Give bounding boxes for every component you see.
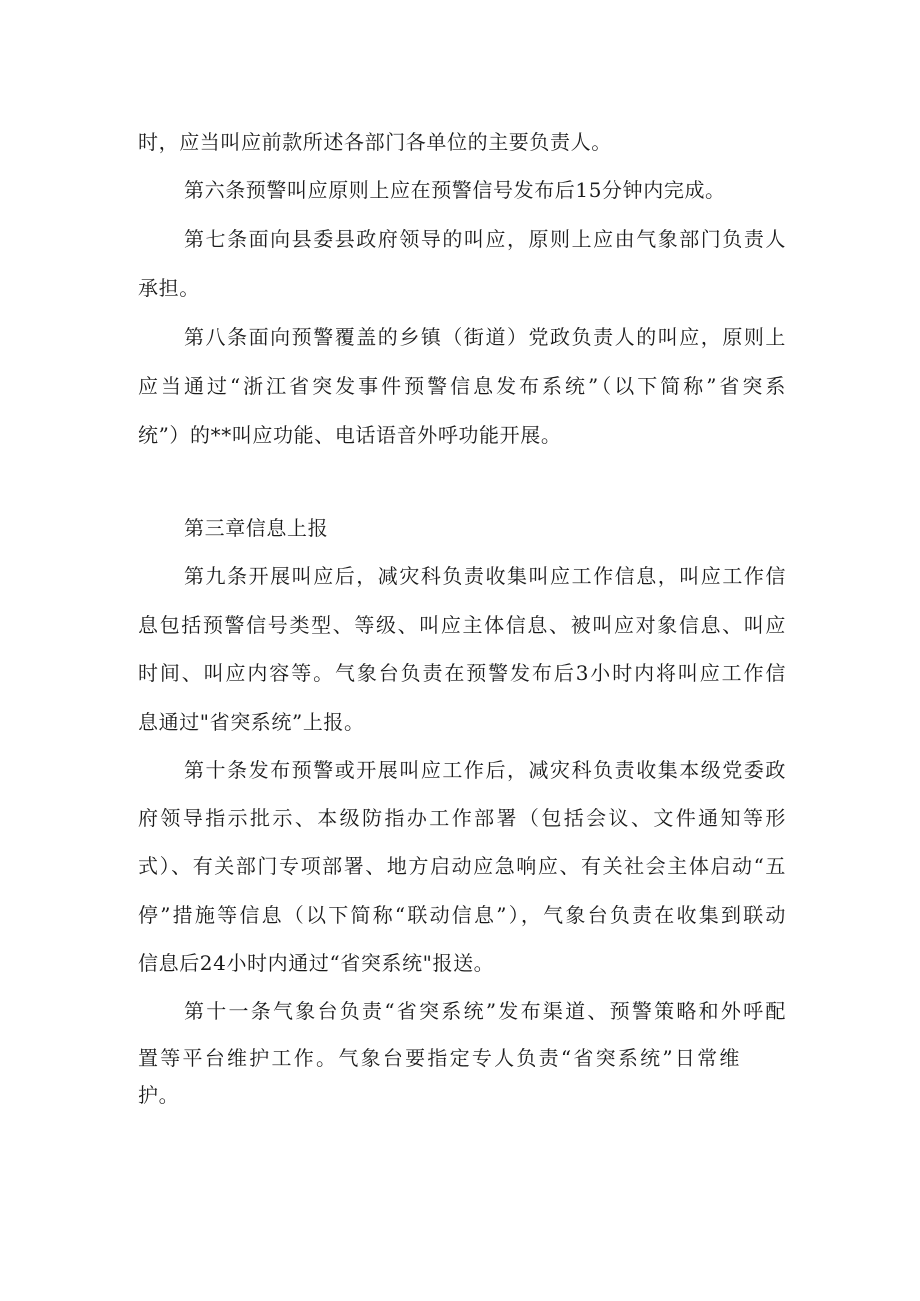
chapter-heading: 第三章信息上报 (184, 516, 329, 540)
text-line-19: 置等平台维护工作。气象台要指定专人负责“省突系统”日常维 (138, 1046, 740, 1070)
text-line-6: 应当通过“浙江省突发事件预警信息发布系统”（以下简称”省突系 (138, 374, 786, 398)
text-line-10: 息包括预警信号类型、等级、叫应主体信息、被叫应对象信息、叫应 (138, 613, 786, 637)
text-line-1: 时，应当叫应前款所述各部门各单位的主要负责人。 (138, 130, 612, 154)
text-line-12: 息通过"省突系统”上报。 (138, 710, 365, 734)
text-line-18: 第十一条气象台负责“省突系统”发布渠道、预警策略和外呼配 (184, 999, 786, 1023)
text-line-14: 府领导指示批示、本级防指办工作部署（包括会议、文件通知等形 (138, 806, 786, 830)
text-line-3: 第七条面向县委县政府领导的叫应，原则上应由气象部门负责人 (184, 227, 786, 251)
text-line-2: 第六条预警叫应原则上应在预警信号发布后15分钟内完成。 (184, 178, 726, 202)
text-line-5: 第八条面向预警覆盖的乡镇（街道）党政负责人的叫应，原则上 (184, 325, 786, 349)
text-line-9: 第九条开展叫应后，减灾科负责收集叫应工作信息，叫应工作信 (184, 564, 786, 588)
text-line-20: 护。 (138, 1083, 180, 1107)
text-line-16: 停”措施等信息（以下简称“联动信息”），气象台负责在收集到联动 (138, 903, 786, 927)
text-line-17: 信息后24小时内通过“省突系统"报送。 (138, 951, 495, 975)
text-line-11: 时间、叫应内容等。气象台负责在预警发布后3小时内将叫应工作信 (138, 661, 786, 685)
text-line-15: 式）、有关部门专项部署、地方启动应急响应、有关社会主体启动“五 (138, 854, 786, 878)
text-line-4: 承担。 (138, 276, 200, 300)
text-line-13: 第十条发布预警或开展叫应工作后，减灾科负责收集本级党委政 (184, 758, 786, 782)
text-line-7: 统”）的**叫应功能、电话语音外呼功能开展。 (138, 423, 562, 447)
